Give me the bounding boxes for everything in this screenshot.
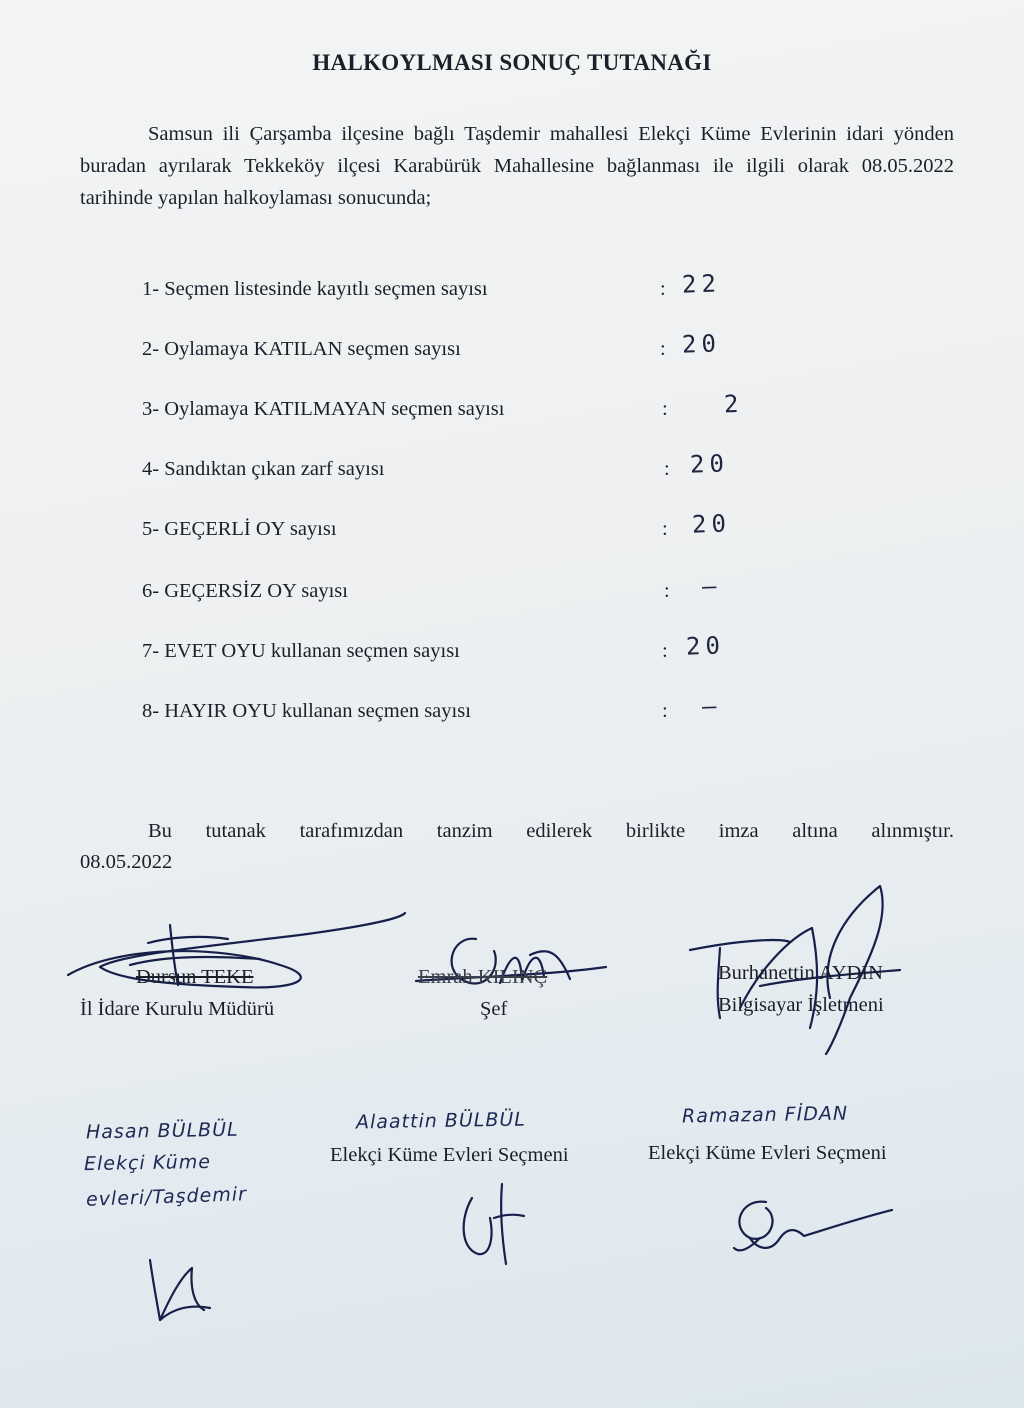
result-value: 20	[689, 449, 730, 479]
colon: :	[664, 580, 670, 602]
result-value: 22	[681, 269, 722, 299]
colon: :	[664, 458, 670, 480]
result-label: 5- GEÇERLİ OY sayısı	[142, 518, 337, 540]
official-2-name: Emrah KILINÇ	[418, 966, 548, 988]
colon: :	[662, 640, 668, 662]
signature-emrah-kilinc	[410, 925, 610, 1005]
signature-voter-2	[450, 1178, 530, 1268]
closing-text: Bu tutanak tarafımızdan tanzim edilerek birlikte imza altına alınmıştır.	[148, 820, 954, 842]
result-label: 7- EVET OYU kullanan seçmen sayısı	[142, 640, 460, 662]
official-3-title: Bilgisayar İşletmeni	[718, 994, 884, 1016]
official-1-title: İl İdare Kurulu Müdürü	[80, 998, 275, 1020]
colon: :	[660, 338, 666, 360]
result-value: —	[701, 691, 722, 721]
voter-3-name-handwritten: Ramazan FİDAN	[681, 1102, 849, 1128]
intro-paragraph: Samsun ili Çarşamba ilçesine bağlı Taşdemir mahallesi Elekçi Küme Evlerinin idari yönden buradan ayrılarak Tekkeköy ilçesi Karabürük Mahallesine bağlanması ile ilgili olarak 08.05.2022 tarihinde yapılan halkoylaması sonucunda;	[80, 123, 954, 209]
result-label: 4- Sandıktan çıkan zarf sayısı	[142, 458, 385, 480]
result-label: 2- Oylamaya KATILAN seçmen sayısı	[142, 338, 461, 360]
result-value: 20	[691, 509, 732, 539]
voter-1-address-line-1: Elekçi Küme	[83, 1150, 212, 1176]
signature-voter-1	[140, 1248, 220, 1328]
result-label: 3- Oylamaya KATILMAYAN seçmen sayısı	[142, 398, 505, 420]
voter-1-name-handwritten: Hasan BÜLBÜL	[85, 1118, 239, 1144]
result-value: 20	[685, 631, 726, 661]
result-value: 20	[681, 329, 722, 359]
voter-2-title: Elekçi Küme Evleri Seçmeni	[330, 1144, 569, 1166]
official-2-title: Şef	[480, 998, 508, 1020]
result-label: 6- GEÇERSİZ OY sayısı	[142, 580, 348, 602]
result-value: 2	[723, 389, 744, 419]
voter-1-address-line-2: evleri/Taşdemir	[85, 1183, 248, 1211]
colon: :	[662, 518, 668, 540]
result-label: 8- HAYIR OYU kullanan seçmen sayısı	[142, 700, 471, 722]
official-3-name: Burhanettin AYDIN	[718, 962, 883, 984]
voter-2-name-handwritten: Alaattin BÜLBÜL	[355, 1108, 527, 1134]
result-value: —	[701, 571, 722, 601]
colon: :	[662, 398, 668, 420]
closing-date: 08.05.2022	[80, 851, 173, 873]
result-label: 1- Seçmen listesinde kayıtlı seçmen sayısı	[142, 278, 488, 300]
official-1-name: Dursun TEKE	[136, 966, 254, 988]
signature-voter-3	[720, 1188, 900, 1268]
voter-3-title: Elekçi Küme Evleri Seçmeni	[648, 1142, 887, 1164]
document-title: HALKOYLMASI SONUÇ TUTANAĞI	[312, 50, 712, 75]
closing-paragraph	[80, 816, 954, 878]
colon: :	[660, 278, 666, 300]
colon: :	[662, 700, 668, 722]
